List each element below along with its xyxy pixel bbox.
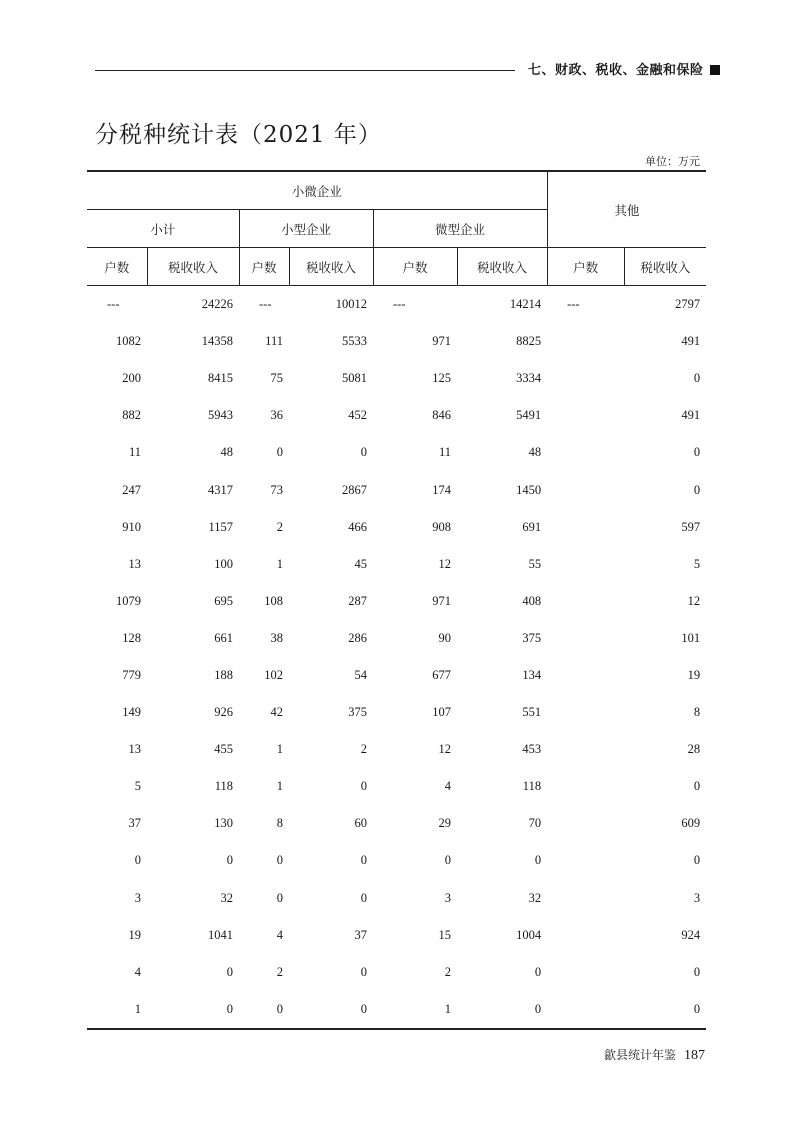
table-cell: 12 <box>687 593 701 608</box>
chapter-heading <box>528 59 720 78</box>
table-cell: 0 <box>276 853 283 868</box>
table-cell: 60 <box>354 816 367 831</box>
table-cell: --- <box>393 297 406 312</box>
table-cell: 0 <box>360 853 367 868</box>
table-cell <box>547 546 624 583</box>
table-row <box>87 360 706 397</box>
table-cell: --- <box>107 297 120 312</box>
table-cell: 0 <box>534 964 542 979</box>
header-small-micro-enterprises: 小微企业 <box>87 171 547 210</box>
table-cell: 102 <box>264 667 283 682</box>
footer-book-title: 歙县统计年鉴 <box>604 1048 677 1062</box>
table-cell: 1 <box>276 742 283 757</box>
table-cell: --- <box>259 297 272 312</box>
col-households-micro: 户数 <box>373 248 457 286</box>
table-row <box>87 917 706 954</box>
table-cell: 2 <box>360 742 367 757</box>
table-cell: 491 <box>681 408 701 423</box>
table-cell: 2797 <box>675 297 701 312</box>
table-cell: 5943 <box>208 408 233 423</box>
square-bullet-icon <box>710 65 720 75</box>
table-cell: 3 <box>134 890 141 905</box>
table-cell <box>547 323 624 360</box>
table-row <box>87 546 706 583</box>
col-households-other: 户数 <box>547 248 624 286</box>
table-cell: 0 <box>239 991 289 1029</box>
table-cell: 75 <box>270 371 283 386</box>
table-cell: 491 <box>681 334 701 349</box>
table-cell: 118 <box>522 779 542 794</box>
table-row <box>87 694 706 731</box>
table-cell: 0 <box>226 853 233 868</box>
table-cell: 4 <box>276 927 283 942</box>
page-footer <box>604 1046 705 1064</box>
table-cell: 1450 <box>516 482 542 497</box>
table-row <box>87 471 706 508</box>
table-cell: 19 <box>687 667 701 682</box>
table-cell: 8 <box>693 705 701 720</box>
table-cell: 1079 <box>116 593 141 608</box>
col-tax-revenue-small: 税收收入 <box>289 248 373 286</box>
table-cell: 1041 <box>208 927 233 942</box>
table-cell: 551 <box>522 705 542 720</box>
table-cell <box>547 991 624 1029</box>
table-cell: 0 <box>360 445 367 460</box>
table-cell: 12 <box>438 556 451 571</box>
table-cell: 3 <box>444 890 451 905</box>
table-cell <box>547 880 624 917</box>
table-cell: 200 <box>122 371 141 386</box>
unit-label: 单位：万元 <box>645 155 700 168</box>
table-cell <box>547 768 624 805</box>
table-cell: 0 <box>693 371 701 386</box>
col-households-small: 户数 <box>239 248 289 286</box>
table-cell <box>547 917 624 954</box>
table-cell: 0 <box>534 853 542 868</box>
table-row <box>87 620 706 657</box>
table-cell: 3 <box>693 890 701 905</box>
table-cell: 0 <box>276 890 283 905</box>
table-cell: 42 <box>270 705 283 720</box>
table-cell: 0 <box>147 991 239 1029</box>
table-cell: 0 <box>444 853 451 868</box>
table-cell: 908 <box>432 519 451 534</box>
header-small-enterprises: 小型企业 <box>239 210 373 248</box>
table-cell: 2 <box>276 964 283 979</box>
table-cell: 971 <box>432 593 451 608</box>
table-cell: 0 <box>693 445 701 460</box>
table-row <box>87 397 706 434</box>
table-cell: 924 <box>681 927 701 942</box>
table-cell: 375 <box>522 630 542 645</box>
table-cell <box>547 583 624 620</box>
table-cell: 0 <box>693 482 701 497</box>
table-cell: 8 <box>276 816 283 831</box>
table-cell: 111 <box>265 334 283 349</box>
table-cell: 101 <box>681 630 701 645</box>
table-cell: 24226 <box>201 297 233 312</box>
table-cell: 0 <box>693 853 701 868</box>
table-cell <box>547 434 624 471</box>
table-cell: 286 <box>348 630 367 645</box>
table-row <box>87 731 706 768</box>
table-cell: 90 <box>438 630 451 645</box>
header-other: 其他 <box>547 171 706 248</box>
table-cell: 73 <box>270 482 283 497</box>
table-row <box>87 954 706 991</box>
table-cell: 597 <box>681 519 701 534</box>
table-cell: 2867 <box>342 482 367 497</box>
table-cell: 0 <box>226 964 233 979</box>
table-cell: 2 <box>276 519 283 534</box>
table-row <box>87 991 706 1029</box>
table-cell: 287 <box>348 593 367 608</box>
table-cell: 0 <box>276 445 283 460</box>
table-cell: 19 <box>128 927 141 942</box>
table-cell: 661 <box>214 630 233 645</box>
col-tax-revenue-other: 税收收入 <box>624 248 706 286</box>
table-cell <box>547 805 624 842</box>
table-cell: 1 <box>373 991 457 1029</box>
table-cell: 0 <box>693 964 701 979</box>
table-cell: 37 <box>354 927 367 942</box>
header-micro-enterprises: 微型企业 <box>373 210 547 248</box>
table-cell: 38 <box>270 630 283 645</box>
table-cell: 910 <box>122 519 141 534</box>
table-cell: 5081 <box>342 371 367 386</box>
table-cell: 0 <box>693 779 701 794</box>
table-cell: 12 <box>438 742 451 757</box>
table-cell: 846 <box>432 408 451 423</box>
table-cell: 375 <box>348 705 367 720</box>
table-cell: 174 <box>432 482 451 497</box>
table-cell: 4317 <box>208 482 233 497</box>
table-cell: 54 <box>354 667 367 682</box>
table-cell: 29 <box>438 816 451 831</box>
table-cell: 48 <box>220 445 233 460</box>
table-cell: 2 <box>444 964 451 979</box>
table-row <box>87 880 706 917</box>
table-cell: 149 <box>122 705 141 720</box>
table-cell: 695 <box>214 593 233 608</box>
table-row <box>87 583 706 620</box>
table-cell: 0 <box>360 779 367 794</box>
table-cell: 0 <box>134 853 141 868</box>
col-households-subtotal: 户数 <box>87 248 147 286</box>
table-cell: 882 <box>122 408 141 423</box>
table-row <box>87 805 706 842</box>
table-cell: 609 <box>681 816 701 831</box>
table-cell: 677 <box>432 667 451 682</box>
table-cell: 926 <box>214 705 233 720</box>
table-cell: 10012 <box>335 297 367 312</box>
table-cell: 452 <box>348 408 367 423</box>
table-cell: 453 <box>522 742 542 757</box>
table-cell: 37 <box>128 816 141 831</box>
table-cell: 691 <box>522 519 542 534</box>
table-cell: 11 <box>128 445 141 460</box>
table-cell: 4 <box>444 779 451 794</box>
header-subtotal: 小计 <box>87 210 239 248</box>
table-cell <box>547 842 624 879</box>
table-cell: 5 <box>693 556 701 571</box>
table-cell: 8825 <box>516 334 542 349</box>
table-cell: 125 <box>432 371 451 386</box>
table-cell: 1 <box>87 991 147 1029</box>
table-cell: 1 <box>276 779 283 794</box>
table-cell: 408 <box>522 593 542 608</box>
table-cell: 188 <box>214 667 233 682</box>
table-row <box>87 842 706 879</box>
table-cell: 455 <box>214 742 233 757</box>
table-cell: 466 <box>348 519 367 534</box>
table-cell: 247 <box>122 482 141 497</box>
table-cell: 1004 <box>516 927 542 942</box>
table-cell: 0 <box>360 964 367 979</box>
table-cell <box>547 397 624 434</box>
table-cell: 779 <box>122 667 141 682</box>
table-cell: 0 <box>624 991 706 1029</box>
table-cell: 8415 <box>208 371 233 386</box>
table-cell: 5533 <box>342 334 367 349</box>
table-cell: 1082 <box>116 334 141 349</box>
table-cell: 32 <box>220 890 233 905</box>
table-cell <box>547 360 624 397</box>
table-cell: 107 <box>432 705 451 720</box>
table-row <box>87 768 706 805</box>
table-cell: 11 <box>438 445 451 460</box>
table-cell: 0 <box>360 890 367 905</box>
table-cell: 1157 <box>208 519 233 534</box>
table-cell <box>547 657 624 694</box>
table-row <box>87 286 706 324</box>
table-cell: 45 <box>354 556 367 571</box>
table-cell: 1 <box>276 556 283 571</box>
table-cell: 118 <box>214 779 233 794</box>
tax-statistics-table <box>87 170 706 1030</box>
chapter-title: 七、财政、税收、金融和保险 <box>528 63 704 78</box>
col-tax-revenue-subtotal: 税收收入 <box>147 248 239 286</box>
table-cell: 0 <box>289 991 373 1029</box>
page-number: 187 <box>684 1048 706 1063</box>
table-row <box>87 657 706 694</box>
table-cell: 36 <box>270 408 283 423</box>
table-cell: 108 <box>264 593 283 608</box>
table-cell: 3334 <box>516 371 542 386</box>
table-row <box>87 509 706 546</box>
table-cell: 128 <box>122 630 141 645</box>
table-cell <box>547 471 624 508</box>
table-cell: 15 <box>438 927 451 942</box>
table-cell: 14214 <box>509 297 542 312</box>
table-cell: 55 <box>528 556 542 571</box>
table-cell: --- <box>567 297 580 312</box>
table-cell: 0 <box>457 991 547 1029</box>
table-cell: 48 <box>528 445 542 460</box>
table-cell: 70 <box>528 816 542 831</box>
table-row <box>87 323 706 360</box>
table-cell: 134 <box>522 667 542 682</box>
table-row <box>87 434 706 471</box>
table-cell: 28 <box>687 742 701 757</box>
table-cell <box>547 620 624 657</box>
table-cell: 13 <box>128 556 141 571</box>
header-rule <box>95 70 515 71</box>
table-cell <box>547 694 624 731</box>
page-title: 分税种统计表（2021 年） <box>95 122 382 148</box>
table-cell: 14358 <box>201 334 233 349</box>
table-cell: 32 <box>528 890 542 905</box>
table-cell <box>547 509 624 546</box>
table-cell: 4 <box>134 964 141 979</box>
col-tax-revenue-micro: 税收收入 <box>457 248 547 286</box>
table-cell: 13 <box>128 742 141 757</box>
table-cell: 971 <box>432 334 451 349</box>
table-cell: 5491 <box>516 408 542 423</box>
table-cell: 130 <box>214 816 233 831</box>
table-cell <box>547 731 624 768</box>
table-cell: 5 <box>134 779 141 794</box>
table-cell <box>547 954 624 991</box>
table-cell: 100 <box>214 556 233 571</box>
